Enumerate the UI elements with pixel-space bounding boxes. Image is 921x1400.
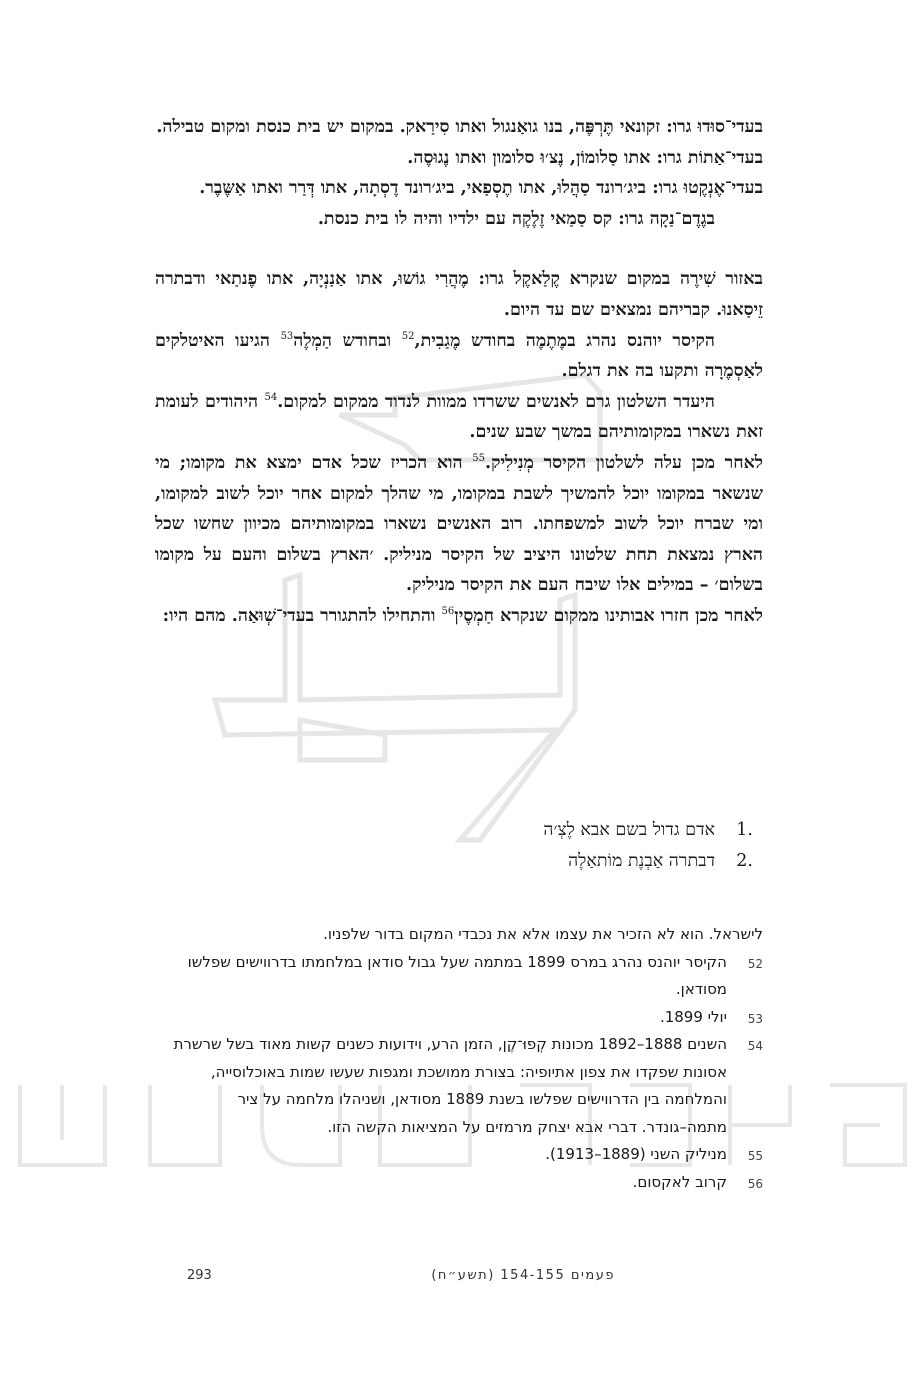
- paragraph-shire: באזור שִׁירֶה במקום שנקרא קֶלַאקֶל גרו: מֶהֲרִי גוֹשוּ, אתו אַנַנְיָה, אתו פֶנתַאי ודבתרה זֵיסַאנוּ. קבריהם נמצאים שם עד היום.: [155, 269, 763, 320]
- footnote-number: 56: [747, 1176, 763, 1191]
- footnote-ref-53[interactable]: 53: [280, 330, 294, 342]
- text-span: הגיעו האיטלקים לאַסְמֶרָה ותקעו בה את דגלם.: [155, 330, 763, 382]
- footnote-ref-52[interactable]: 52: [401, 330, 415, 342]
- footnote-number: 52: [747, 956, 763, 971]
- footnote-number: 55: [747, 1149, 763, 1163]
- text-span: לאחר מכן עלה לשלטון הקיסר מְנִילִיק.: [485, 452, 763, 473]
- footnote-text: קרוב לאקסום.: [632, 1172, 727, 1191]
- footnote-55: [155, 1141, 763, 1169]
- list-item: [155, 846, 763, 877]
- text-span: הקיסר יוהנס נהרג במֶתֶמֶה בחודש מֶגַבִית,: [414, 330, 715, 351]
- running-footer-title: פעמים 154-155 (תשע״ח): [431, 1268, 615, 1283]
- footnote-52: [155, 949, 763, 1004]
- text-span: הוא הכריז שכל אדם ימצא את מקומו; מי שנשאר במקומו יוכל להמשיך לשבת במקומו, מי שהלך למקום אחר יוכל לשוב למקומו, ומי שברח יוכל לשוב למשפחתו. רוב האנשים נשארו במקומותיהם מכיוון שחשו שכל הארץ נמצאת תחת שלטונו היציב של הקיסר מניליק. ׳הארץ בשלום והעם על מקומו בשלום׳ – במילים אלו שיבח העם את הקיסר מניליק.: [155, 452, 763, 596]
- paragraph-emperor-yohannes: [155, 326, 763, 387]
- numbered-list: [155, 815, 763, 877]
- paragraph-adi-sudu: בעדי־סוּדוּ גרו: זקונאי תֶּרְפֶּה, בנו גואַנגול ואתו סִירַאק. במקום יש בית כנסת ומקום טבילה.: [156, 117, 763, 137]
- text-span: ובחודש הַמְלֶה: [293, 330, 402, 351]
- paragraph-menelik: [155, 448, 763, 601]
- paragraph-adi-enketu: בעדי־אֶנְקֶטוּ גרו: ביג׳רונד סַהֲלוּ, אתו תֶסְפַאי, ביג׳רונד דֶסְתָה, אתו דְּרַר ואתו אַשֶּבֶר.: [199, 178, 763, 199]
- footnote-text: הקיסר יוהנס נהרג במרס 1899 במתמה שעל גבול סודאן במלחמתו בדרווישים שפלשו מסודאן.: [187, 952, 727, 998]
- footnote-ref-55[interactable]: 55: [472, 453, 486, 465]
- list-item-text: אדם גדול בשם אבא לֶצְ׳ה: [543, 820, 715, 840]
- list-item: [155, 815, 763, 846]
- footnote-ref-54[interactable]: 54: [264, 391, 278, 403]
- footnote-number: 54: [747, 1039, 763, 1053]
- paragraph-adi-atot: בעדי־אַתוֹת גרו: אתו סַלומוֹן, נֶצ׳וּ סלומון ואתו נֶגוּסֶה.: [407, 147, 763, 168]
- list-number: 1.: [736, 820, 753, 840]
- text-span: לאחר מכן חזרו אבותינו ממקום שנקרא חַמְסֶין: [454, 605, 763, 626]
- paragraph-hamsen: [155, 601, 763, 632]
- list-number: 2.: [736, 851, 753, 871]
- footnote-ref-56[interactable]: 56: [441, 606, 455, 618]
- paragraph-gap: [155, 234, 763, 264]
- footnote-number: 53: [747, 1011, 763, 1026]
- footnote-text: מניליק השני (1889–1913).: [545, 1145, 727, 1163]
- footnote-text: לישראל. הוא לא הזכיר את עצמו אלא את נכבדי המקום בדור שלפניו.: [323, 925, 763, 943]
- text-span: והתחילו להתגורר בעדי־שְׁוּאַה. מהם היו:: [162, 605, 442, 626]
- footnote-text: יולי 1899.: [659, 1007, 727, 1026]
- paragraph-gedem-naka: בגֶדֶם־נַקָה גרו: קס סַמַאי זֶלֶקֶה עם ילדיו והיה לו בית כנסת.: [317, 208, 715, 229]
- text-span: היהודים לעומת זאת נשארו במקומותיהם במשך שבע שנים.: [155, 391, 763, 443]
- footnotes-section: [155, 921, 763, 1196]
- footnote-continued: [155, 921, 763, 949]
- paragraph-no-rule: [155, 387, 763, 448]
- list-item-text: דבתרה אַבְנֶת מוֹתאַלֶה: [568, 851, 715, 871]
- footnote-text: השנים 1888–1892 מכונות קְפוּ־קֶן, הזמן הרע, וידועות כשנים קשות מאוד בשל שרשרת אסונות שפקדו את צפון אתיופיה: בצורת ממושכת ומגפות שעשו שמות באוכלוסייה, והמלחמה בין הדרווישים שפלשו בשנת 1889 מסודאן, ושניהלו מלחמה על ציר מתמה–גונדר. דברי אבא יצחק מרמזים על המציאות הקשה הזו.: [173, 1035, 727, 1136]
- footnote-56: [155, 1169, 763, 1197]
- main-text-block: [155, 112, 763, 632]
- footnote-54: [155, 1031, 763, 1141]
- footnote-53: [155, 1004, 763, 1032]
- page-number: 293: [187, 1268, 212, 1283]
- text-span: היעדר השלטון גרם לאנשים ששרדו ממוות לנדוד ממקום למקום.: [277, 391, 715, 412]
